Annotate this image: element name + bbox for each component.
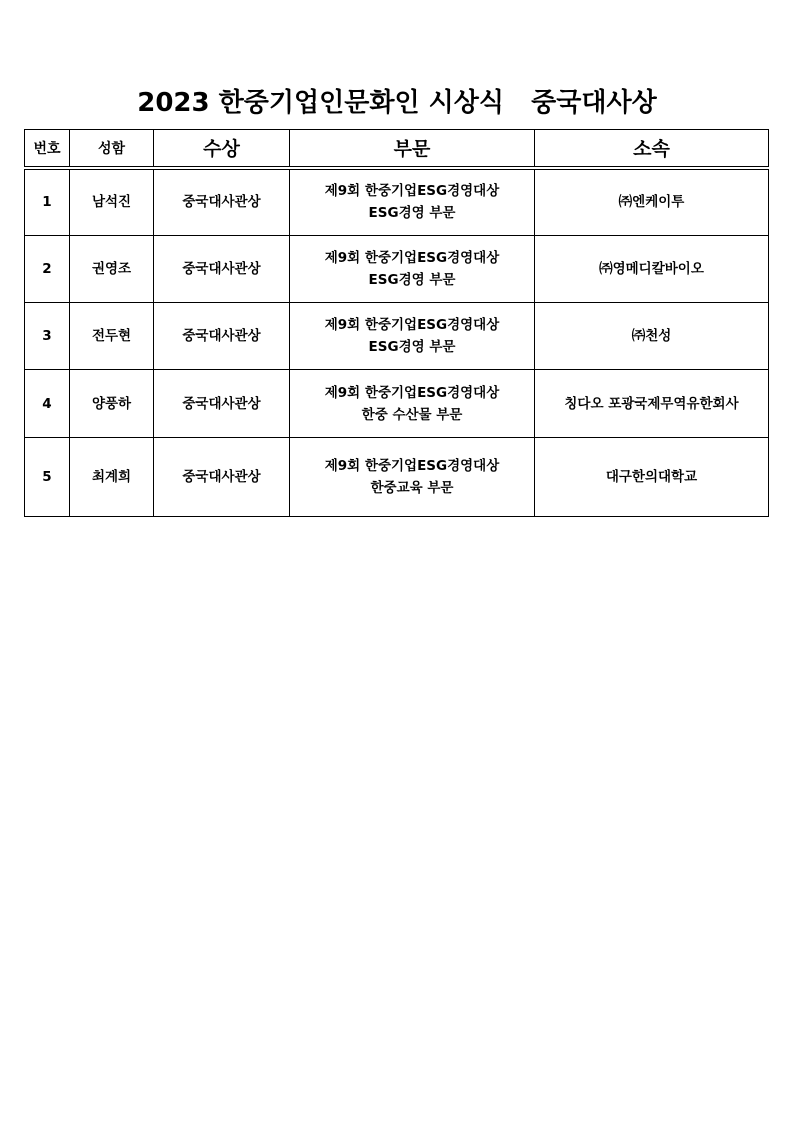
category-line1: 제9회 한중기업ESG경영대상 <box>324 458 500 474</box>
header-category: 부문 <box>290 130 535 168</box>
category-line1: 제9회 한중기업ESG경영대상 <box>324 317 500 333</box>
table-row <box>25 236 769 303</box>
cell-award: 중국대사관상 <box>154 303 290 370</box>
header-award: 수상 <box>154 130 290 168</box>
cell-affiliation: 칭다오 포광국제무역유한회사 <box>535 370 769 438</box>
cell-award: 중국대사관상 <box>154 236 290 303</box>
category-line2: ESG경영 부문 <box>368 339 456 355</box>
cell-category <box>290 168 535 236</box>
header-no: 번호 <box>25 130 70 168</box>
cell-category <box>290 438 535 517</box>
category-line2: ESG경영 부문 <box>368 272 456 288</box>
table-row <box>25 168 769 236</box>
cell-affiliation: ㈜영메디칼바이오 <box>535 236 769 303</box>
category-line2: 한중교육 부문 <box>370 480 454 496</box>
category-line1: 제9회 한중기업ESG경영대상 <box>324 183 500 200</box>
header-name: 성함 <box>70 130 154 168</box>
cell-name: 양풍하 <box>70 370 154 438</box>
cell-affiliation: ㈜천성 <box>535 303 769 370</box>
cell-name: 최계희 <box>70 438 154 517</box>
cell-affiliation: 대구한의대학교 <box>535 438 769 517</box>
table-row <box>25 438 769 517</box>
table-header <box>25 130 769 168</box>
category-line2: ESG경영 부문 <box>368 205 456 222</box>
table-body <box>25 168 769 517</box>
category-line1: 제9회 한중기업ESG경영대상 <box>324 250 500 266</box>
category-line2: 한중 수산물 부문 <box>361 406 463 423</box>
cell-award: 중국대사관상 <box>154 168 290 236</box>
cell-award: 중국대사관상 <box>154 438 290 517</box>
cell-category <box>290 236 535 303</box>
table-row <box>25 303 769 370</box>
awards-table <box>24 129 769 517</box>
header-row <box>25 130 769 168</box>
cell-no: 2 <box>25 236 70 303</box>
table-row <box>25 370 769 438</box>
cell-no: 3 <box>25 303 70 370</box>
cell-name: 남석진 <box>70 168 154 236</box>
cell-name: 전두현 <box>70 303 154 370</box>
cell-category <box>290 370 535 438</box>
cell-award: 중국대사관상 <box>154 370 290 438</box>
cell-name: 권영조 <box>70 236 154 303</box>
cell-no: 5 <box>25 438 70 517</box>
page-title: 2023 한중기업인문화인 시상식 중국대사상 <box>137 88 657 118</box>
category-line1: 제9회 한중기업ESG경영대상 <box>324 384 500 401</box>
cell-category <box>290 303 535 370</box>
cell-affiliation: ㈜엔케이투 <box>535 168 769 236</box>
cell-no: 4 <box>25 370 70 438</box>
header-affiliation: 소속 <box>535 130 769 168</box>
cell-no: 1 <box>25 168 70 236</box>
